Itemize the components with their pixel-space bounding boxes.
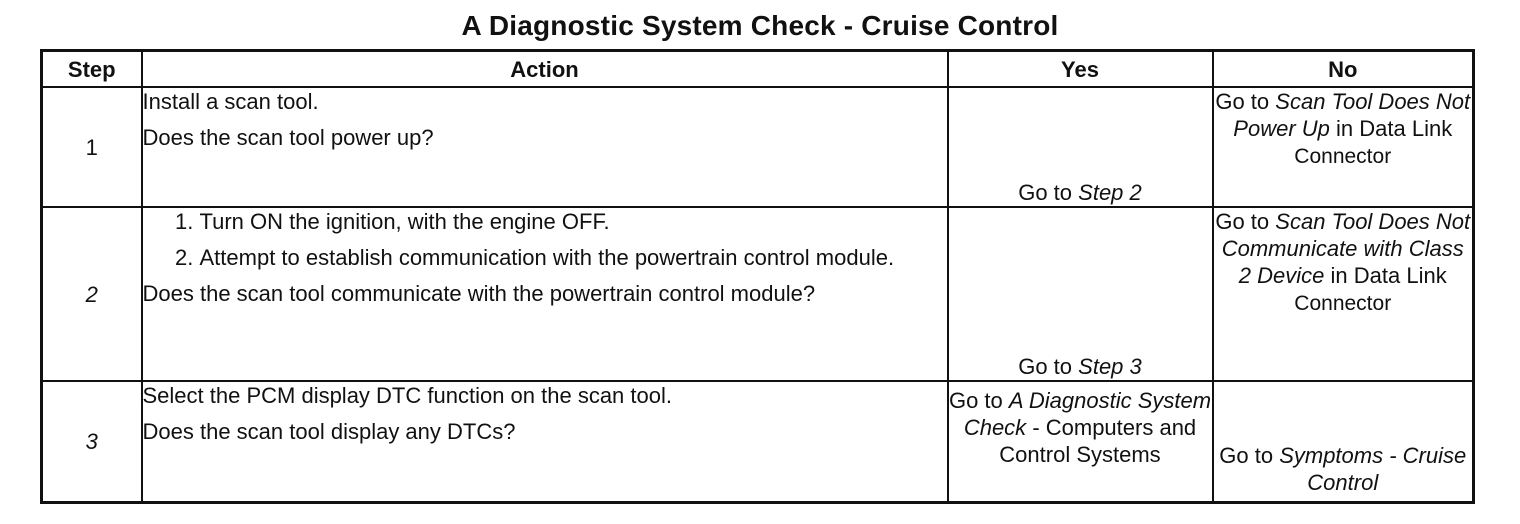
action-step-item: 2. Attempt to establish communication with the powertrain control module. [200,244,947,271]
action-steps-list [143,208,947,271]
action-cell [142,87,948,207]
no-cell [1213,87,1474,207]
no-prefix: Go to [1215,209,1270,234]
table-row [42,381,1474,502]
header-yes: Yes [948,51,1213,88]
action-cell [142,207,948,381]
no-cell [1213,207,1474,381]
yes-cell [948,207,1213,381]
header-no: No [1213,51,1474,88]
table-row [42,87,1474,207]
header-step: Step [42,51,142,88]
action-text: Select the PCM display DTC function on the scan tool. [142,383,672,408]
yes-prefix: Go to [1018,180,1073,205]
no-procedure-link[interactable]: Scan Tool Does Not Communicate with Class 2 Device [1221,209,1471,288]
action-step-item: 1. Turn ON the ignition, with the engine OFF. [200,208,947,235]
yes-prefix: Go to [1018,354,1073,379]
page-title: A Diagnostic System Check - Cruise Control [461,10,1059,41]
yes-cell [948,87,1213,207]
action-question: Does the scan tool power up? [142,125,434,150]
no-cell [1213,381,1474,502]
no-procedure-link[interactable]: Symptoms - Cruise Control [1279,442,1467,495]
no-prefix: Go to [1219,442,1274,468]
yes-step-link[interactable]: Step 2 [1078,180,1142,205]
table-row [42,207,1474,381]
step-number: 2 [42,207,142,381]
yes-prefix: Go to [948,388,1003,413]
step-number: 3 [42,381,142,502]
no-suffix: in Data Link [1330,263,1447,288]
yes-procedure-link[interactable]: A Diagnostic System Check [963,388,1212,440]
action-question: Does the scan tool communicate with the powertrain control module? [142,281,816,306]
header-action: Action [142,51,948,88]
action-text: Install a scan tool. [142,89,319,114]
yes-cell [948,381,1213,502]
no-procedure-link[interactable]: Scan Tool Does Not Power Up [1233,89,1471,141]
diagnostic-table [40,49,1475,504]
table-header-row [42,51,1474,88]
step-number: 1 [42,87,142,207]
no-tail: Connector [1294,292,1392,315]
action-question: Does the scan tool display any DTCs? [142,419,516,444]
no-suffix: in Data Link [1336,116,1453,141]
yes-suffix: - Computers and Control Systems [999,415,1197,467]
yes-step-link[interactable]: Step 3 [1078,354,1142,379]
action-cell [142,381,948,502]
no-prefix: Go to [1215,89,1270,114]
no-tail: Connector [1294,145,1392,168]
